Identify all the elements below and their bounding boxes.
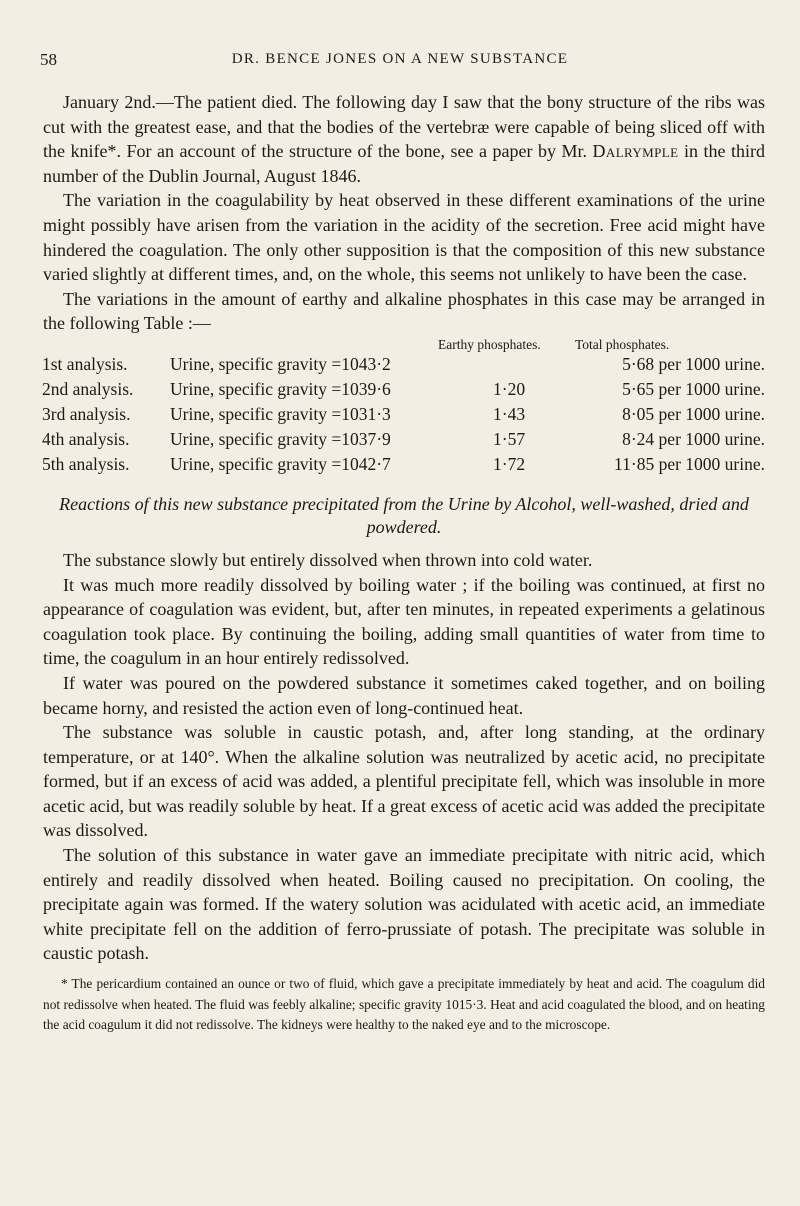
footnote: * The pericardium contained an ounce or two of fluid, which gave a precipitate immediately by heat and acid. The coagulum did not redissolve when heated. The fluid was feebly alkaline; specific gravity 1015·3. Heat and acid coagulated the blood, and on heating the acid coagulum it did not redissolve. The kidneys were healthy to the naked eye and to the microscope. <box>43 976 765 1033</box>
table-row <box>43 352 765 377</box>
phosphates-table <box>43 336 765 477</box>
cell-analysis: 3rd analysis. <box>42 403 131 424</box>
table-row <box>43 427 765 452</box>
header-total-phosphates: Total phosphates. <box>575 336 670 352</box>
cell-total: 8·05 per 1000 urine. <box>622 403 765 424</box>
paragraph-text: January 2nd.—The patient died. The following day I saw that the bony structure of the ribs was cut with the greatest ease, and that the bodies of the vertebræ were capable of being sliced off with the knife*. For an account of the structure of the bone, see a paper by Mr. <box>43 92 765 162</box>
cell-urine: Urine, specific gravity =1043·2 <box>170 353 391 374</box>
table-header <box>43 336 765 352</box>
cell-total: 11·85 per 1000 urine. <box>614 453 765 474</box>
paragraph-cold-water: The substance slowly but entirely dissolved when thrown into cold water. <box>63 549 593 570</box>
cell-analysis: 2nd analysis. <box>42 378 134 399</box>
paragraph-text: in the third number of the Dublin Journal, August 1846. <box>43 141 765 186</box>
cell-total: 8·24 per 1000 urine. <box>622 428 765 449</box>
paragraph-patient-died <box>43 90 765 188</box>
paragraph-table-intro: The variations in the amount of earthy and alkaline phosphates in this case may be arranged in the following Table :— <box>43 288 765 334</box>
section-heading: Reactions of this new substance precipitated from the Urine by Alcohol, well-washed, dried and powdered. <box>59 493 749 537</box>
cell-earthy: 1·57 <box>493 428 526 449</box>
cell-total: 5·65 per 1000 urine. <box>622 378 765 399</box>
table-row <box>43 402 765 427</box>
running-header <box>40 50 760 72</box>
header-earthy-phosphates: Earthy phosphates. <box>438 336 541 352</box>
paragraph-caustic-potash: The substance was soluble in caustic potash, and, after long standing, at the ordinary temperature, or at 140°. When the alkaline solution was neutralized by acetic acid, no precipitate formed, but if an excess of acid was added, a plentiful precipitate fell, which was insoluble in more acetic acid, but was readily soluble by heat. If a great excess of acetic acid was added the precipitate was dissolved. <box>43 722 765 841</box>
cell-analysis: 1st analysis. <box>42 353 128 374</box>
cell-earthy: 1·72 <box>493 453 526 474</box>
cell-analysis: 4th analysis. <box>42 428 130 449</box>
page-body <box>43 90 765 1036</box>
table-row <box>43 452 765 477</box>
page-number: 58 <box>40 50 57 69</box>
cell-urine: Urine, specific gravity =1037·9 <box>170 428 391 449</box>
cell-earthy: 1·43 <box>493 403 526 424</box>
cell-urine: Urine, specific gravity =1031·3 <box>170 403 391 424</box>
paragraph-powdered-substance: If water was poured on the powdered substance it sometimes caked together, and on boiling became horny, and resisted the action even of long-continued heat. <box>43 672 765 718</box>
cell-urine: Urine, specific gravity =1039·6 <box>170 378 391 399</box>
paragraph-coagulability: The variation in the coagulability by heat observed in these different examinations of the urine might possibly have arisen from the variation in the acidity of the secretion. Free acid might have hindered the coagulation. The only other supposition is that the composition of this new substance varied slightly at different times, and, on the whole, this seems not unlikely to have been the case. <box>43 190 765 285</box>
paragraph-nitric-acid: The solution of this substance in water gave an immediate precipitate with nitric acid, which entirely and readily dissolved when heated. Boiling caused no precipitation. On cooling, the precipitate again was formed. If the watery solution was acidulated with acetic acid, an immediate white precipitate fell on the addition of ferro-prussiate of potash. The precipitate was soluble in caustic potash. <box>43 845 765 964</box>
author-name: Dalrymple <box>592 141 679 162</box>
cell-earthy: 1·20 <box>493 378 526 399</box>
running-title: DR. BENCE JONES ON A NEW SUBSTANCE <box>231 51 569 67</box>
table-row <box>43 377 765 402</box>
cell-urine: Urine, specific gravity =1042·7 <box>170 453 391 474</box>
cell-analysis: 5th analysis. <box>42 453 130 474</box>
paragraph-boiling-water: It was much more readily dissolved by boiling water ; if the boiling was continued, at first no appearance of coagulation was evident, but, after ten minutes, in repeated experiments a gelatinous coagulation took place. By continuing the boiling, adding small quantities of water from time to time, the coagulum in an hour entirely redissolved. <box>43 574 765 669</box>
cell-total: 5·68 per 1000 urine. <box>622 353 765 374</box>
